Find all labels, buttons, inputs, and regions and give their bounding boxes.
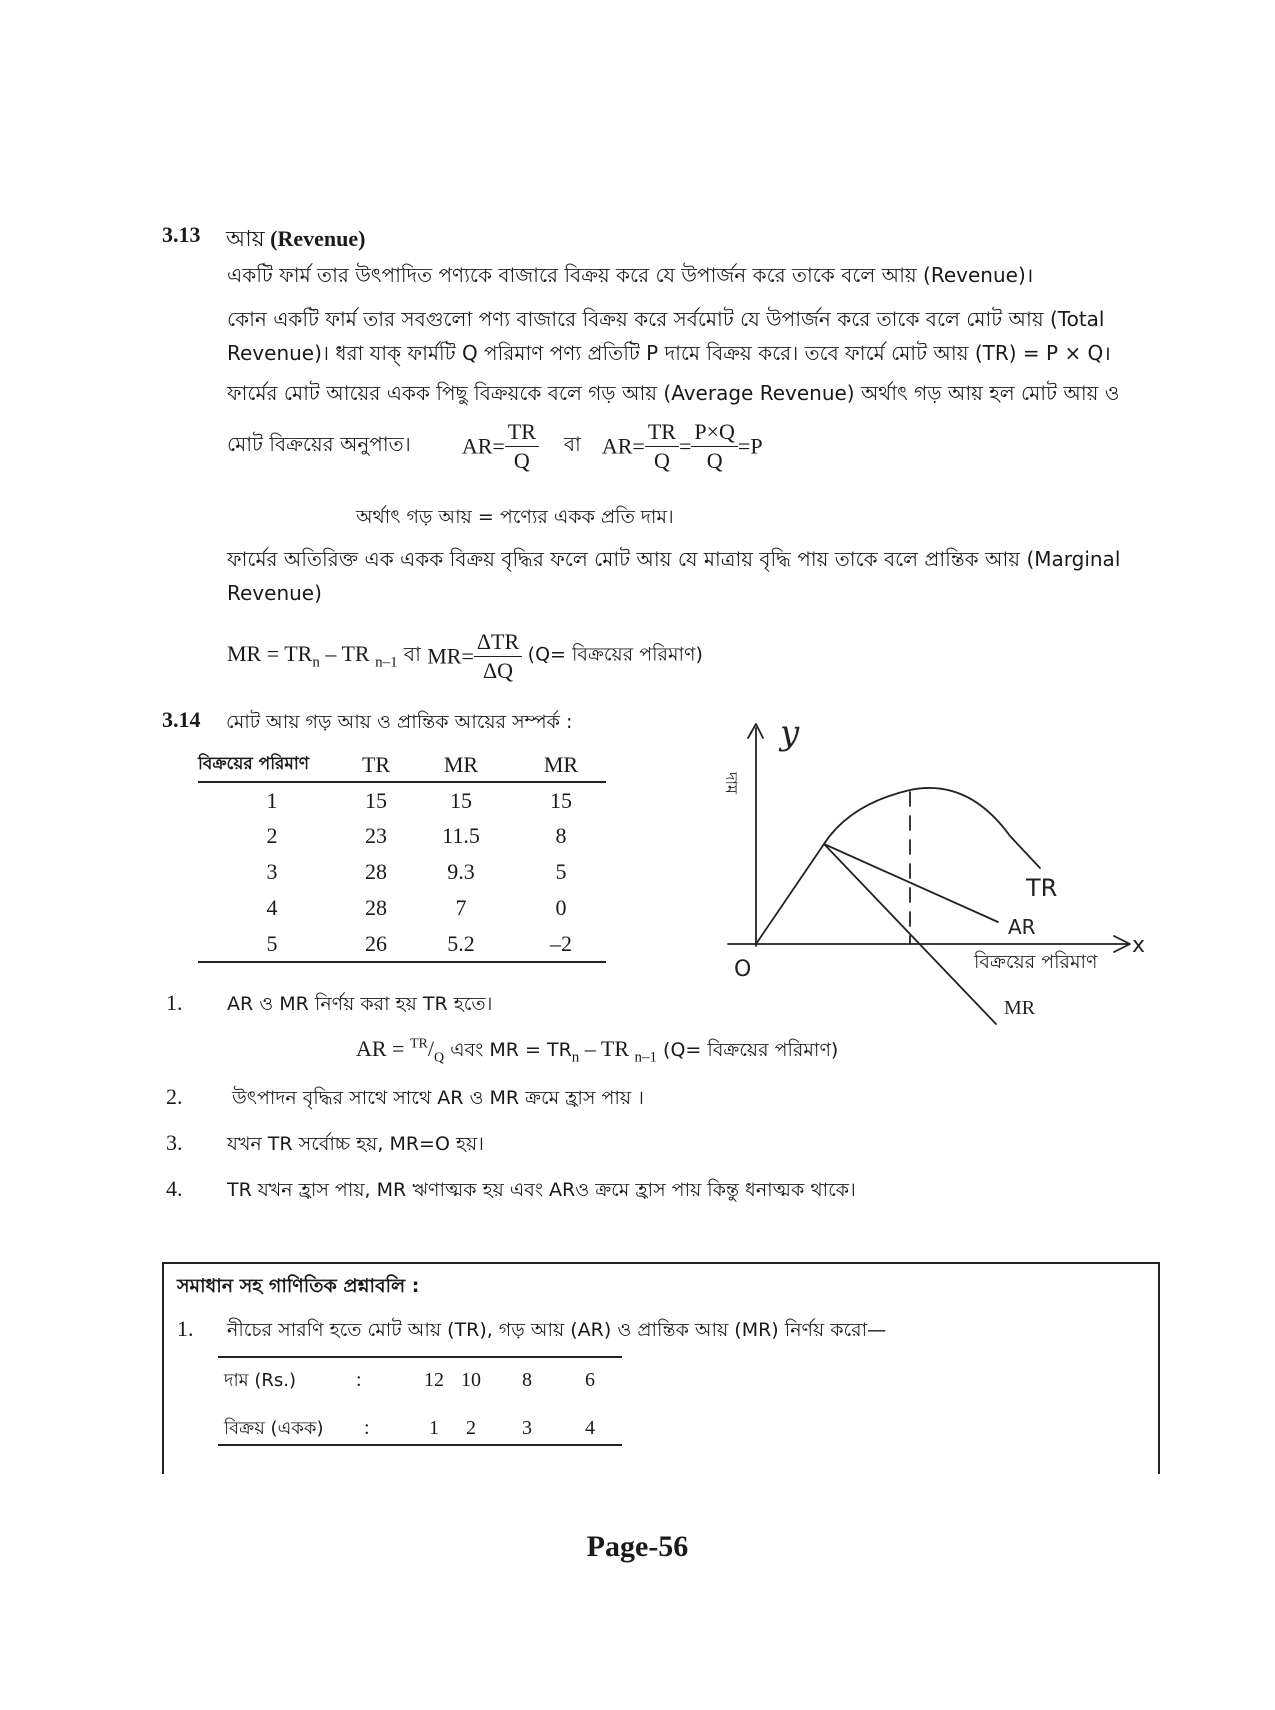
paragraph-total-revenue: কোন একটি ফার্ম তার সবগুলো পণ্য বাজারে বিক্রয় করে সর্বমোট যে উপার্জন করে তাকে বলে মোট আয় (Total Revenue)। ধরা যাক্ ফার্মটি Q পরিমাণ পণ্য প্রতিটি P দামে বিক্রয় করে। তবে ফার্মে মোট আয় (TR) = P × Q। — [227, 307, 1111, 365]
tr-curve-label: TR — [1026, 874, 1058, 902]
point-number: 3. — [166, 1130, 183, 1155]
revenue-curves-graph — [700, 700, 1180, 1040]
x-axis-label: বিক্রয়ের পরিমাণ — [974, 951, 1098, 973]
point-text: TR যখন হ্রাস পায়, MR ঋণাত্মক হয় এবং ARও ক্রমে হ্রাস পায় কিন্তু ধনাত্মক থাকে। — [227, 1179, 856, 1201]
sales-row: বিক্রয় (একক) : 1 2 3 4 — [224, 1414, 612, 1445]
fraction-tr-q-2: $\frac{TR}{Q}$ — [645, 420, 679, 473]
point-number: 2. — [166, 1084, 183, 1109]
paragraph-average-revenue: ফার্মের মোট আয়ের একক পিছু বিক্রয়কে বলে গড় আয় (Average Revenue) অর্থাৎ গড় আয় হল মোট আয় ও — [227, 381, 1120, 405]
mr-formula-row: MR = $TR_n$ – TR $_{n-1}$ বা MR= $\frac{\text{ΔTR}}{\Delta Q}$ (Q= বিক্রয়ের পরিমাণ) — [227, 629, 703, 683]
price-table-bottom-rule — [218, 1444, 622, 1446]
point-text: উৎপাদন বৃদ্ধির সাথে সাথে AR ও MR ক্রমে হ্রাস পায় । — [232, 1087, 644, 1109]
sales-label: বিক্রয় (একক) — [224, 1418, 324, 1439]
equals-sign: = — [678, 433, 692, 459]
paragraph-revenue-definition: একটি ফার্ম তার উৎপাদিত পণ্যকে বাজারে বিক্রয় করে যে উপার্জন করে তাকে বলে আয় (Revenue)। — [227, 263, 1034, 287]
point-number: 1. — [166, 990, 183, 1015]
point-text: AR ও MR নির্ণয় করা হয় TR হতে। — [227, 993, 493, 1015]
page-number: Page-56 — [586, 1530, 689, 1563]
header-ar: MR — [443, 751, 479, 777]
section-title-314: মোট আয় গড় আয় ও প্রান্তিক আয়ের সম্পর্ক : — [226, 711, 573, 733]
ar-formula-row — [227, 420, 763, 473]
question-number: 1. — [177, 1316, 194, 1341]
section-title-en: (Revenue) — [270, 226, 366, 251]
revenue-table — [198, 748, 606, 963]
ar-line — [824, 844, 998, 922]
mr-line-label: MR — [1004, 997, 1036, 1019]
table-row: 2 23 11.5 8 — [266, 823, 567, 848]
table-row: 4 28 7 0 — [266, 895, 567, 920]
point-text: যখন TR সর্বোচ্চ হয়, MR=O হয়। — [227, 1133, 484, 1155]
ar-label: AR= — [461, 433, 505, 459]
section-title-bn: আয় — [226, 227, 265, 252]
table-header-row — [198, 748, 606, 782]
mr-label: MR= — [427, 643, 474, 669]
header-tr: TR — [361, 751, 391, 777]
ratio-text: মোট বিক্রয়ের অনুপাত। — [227, 432, 411, 456]
origin-label: O — [734, 957, 752, 982]
paragraph-marginal-revenue: ফার্মের অতিরিক্ত এক একক বিক্রয় বৃদ্ধির ফলে মোট আয় যে মাত্রায় বৃদ্ধি পায় তাকে বলে প্রান্তিক আয় (Marginal Revenue) — [227, 547, 1121, 605]
ar-mr-formula: AR = $^{TR}/_Q$ এবং MR = $TR_n$ – TR $_{n-1}$ (Q= বিক্রয়ের পরিমাণ) — [356, 1036, 839, 1066]
ar-label-2: AR= — [601, 433, 645, 459]
price-label: দাম (Rs.) — [224, 1370, 297, 1391]
question-text: নীচের সারণি হতে মোট আয় (TR), গড় আয় (AR) ও প্রান্তিক আয় (MR) নির্ণয় করো— — [227, 1319, 887, 1341]
header-mr: MR — [543, 751, 579, 777]
y-axis-char: y — [780, 713, 800, 753]
table-row: 1 15 15 15 — [266, 787, 572, 813]
fraction-tr-q: $\frac{TR}{Q}$ — [505, 420, 539, 473]
problems-heading: সমাধান সহ গাণিতিক প্রশ্নাবলি : — [177, 1275, 420, 1297]
section-number: 3.13 — [162, 222, 201, 247]
table-row: 3 28 9.3 5 — [266, 859, 567, 884]
ar-line-label: AR — [1008, 915, 1036, 939]
x-axis-char: x — [1132, 933, 1146, 958]
fraction-dtr-dq: $\frac{\text{ΔTR}}{\Delta Q}$ — [474, 630, 522, 683]
section-title — [226, 222, 365, 259]
price-row: দাম (Rs.) : 12 10 8 6 — [224, 1366, 612, 1397]
meaning-line: অর্থাৎ গড় আয় = পণ্যের একক প্রতি দাম। — [356, 506, 674, 528]
table-row: 5 26 5.2 –2 — [198, 926, 606, 962]
header-quantity: বিক্রয়ের পরিমাণ — [198, 753, 310, 774]
section-number-314: 3.14 — [162, 707, 201, 732]
price-table-top-rule — [218, 1356, 622, 1358]
point-number: 4. — [166, 1176, 183, 1201]
fraction-pq-q: $\frac{P\times Q}{Q}$ — [691, 420, 738, 473]
mr-or-word: বা — [397, 642, 428, 666]
y-axis-label: দাম — [722, 772, 741, 794]
mr-note: (Q= বিক্রয়ের পরিমাণ) — [527, 643, 703, 666]
or-word: বা — [563, 432, 581, 456]
equals-p: =P — [737, 433, 763, 459]
